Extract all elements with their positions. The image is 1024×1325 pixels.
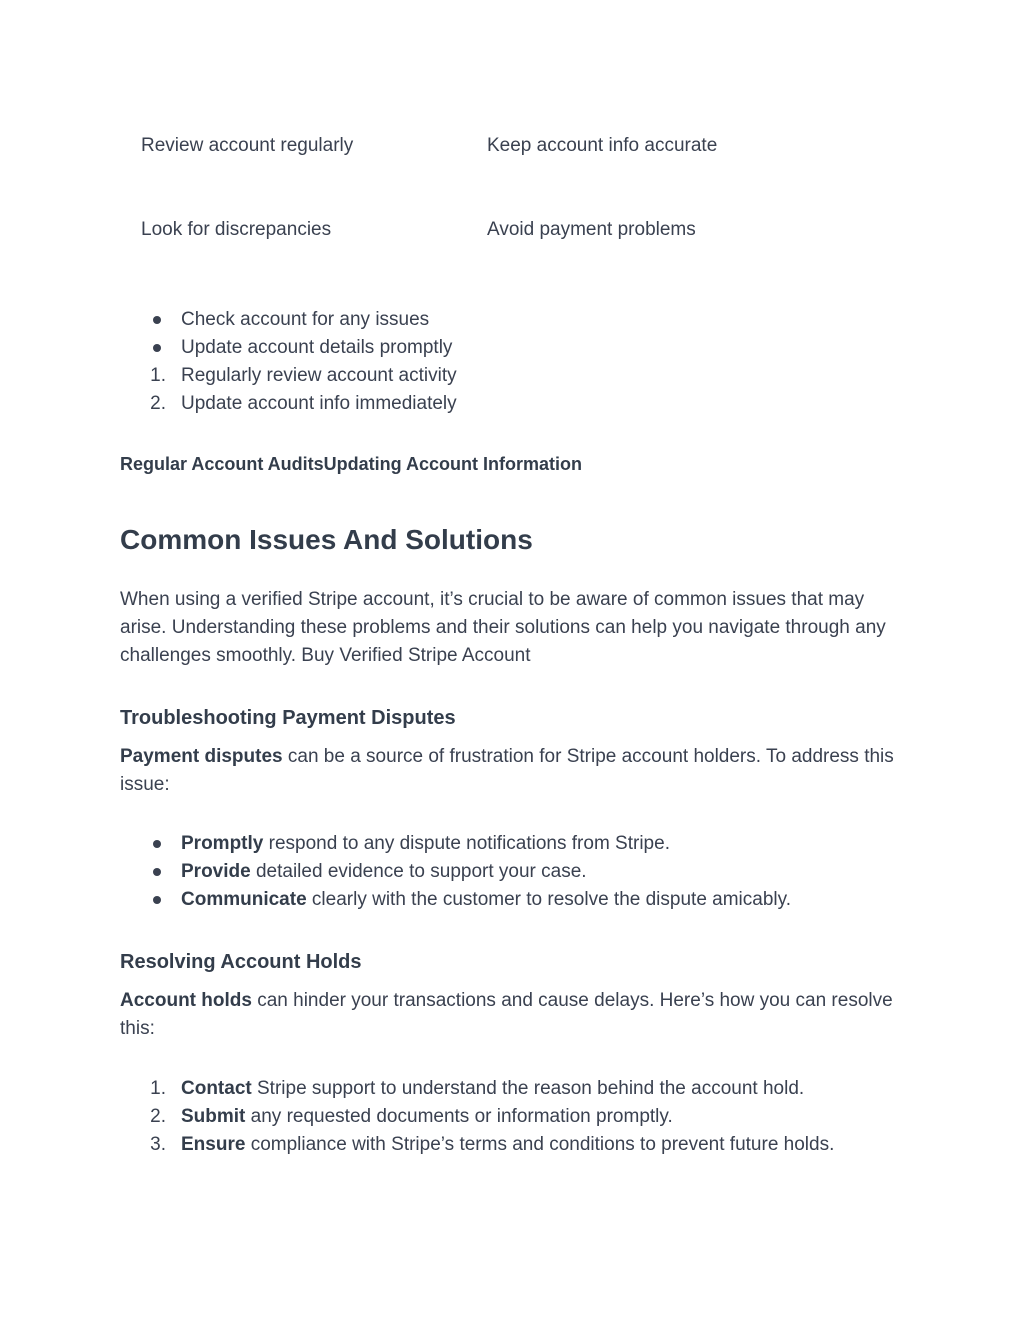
list-item [181,1103,673,1131]
item-text: any requested documents or information promptly. [245,1106,673,1127]
grid-cell-discrepancies: Look for discrepancies [141,219,332,240]
list-number: 2. [150,393,166,414]
list-item [181,830,670,858]
list-item: Update account details promptly [181,337,453,358]
item-bold: Contact [181,1078,252,1099]
item-text: clearly with the customer to resolve the dispute amicably. [306,889,792,910]
holds-heading: Resolving Account Holds [120,951,362,973]
bullet-icon [153,316,161,324]
list-number: 1. [150,365,166,386]
item-bold: Ensure [181,1134,246,1155]
list-number: 3. [150,1134,166,1155]
intro-paragraph: When using a verified Stripe account, it’s crucial to be aware of common issues that may arise. Understanding these problems and their solutions can help you navigate through any challenges smoothly. Buy Verified Stripe Account [120,589,886,666]
holds-lead-bold: Account holds [120,990,252,1011]
disputes-heading: Troubleshooting Payment Disputes [120,707,456,729]
list-item: Regularly review account activity [181,365,457,386]
grid-cell-keep-accurate: Keep account info accurate [487,135,718,156]
item-text: compliance with Stripe’s terms and conditions to prevent future holds. [245,1134,835,1155]
bullet-icon [153,868,161,876]
item-bold: Promptly [181,833,264,854]
item-text: detailed evidence to support your case. [250,861,587,882]
item-text: respond to any dispute notifications from Stripe. [263,833,670,854]
grid-cell-review: Review account regularly [141,135,354,156]
list-item: Check account for any issues [181,309,430,330]
list-item [181,1131,834,1159]
item-bold: Submit [181,1106,246,1127]
item-bold: Provide [181,861,251,882]
list-item [181,1075,804,1103]
list-item [181,886,791,914]
bullet-icon [153,896,161,904]
disputes-lead-text: can be a source of frustration for Stripe account holders. To address this issue: [120,746,894,795]
list-number: 1. [150,1078,166,1099]
bullet-icon [153,840,161,848]
disputes-lead-paragraph [120,743,910,799]
item-bold: Communicate [181,889,307,910]
disputes-lead-bold: Payment disputes [120,746,283,767]
item-text: Stripe support to understand the reason behind the account hold. [251,1078,805,1099]
section-title: Common Issues And Solutions [120,524,533,555]
list-item [181,858,587,886]
bullet-icon [153,344,161,352]
grid-cell-avoid-problems: Avoid payment problems [487,219,696,240]
list-number: 2. [150,1106,166,1127]
merged-subheading: Regular Account AuditsUpdating Account Information [120,454,582,474]
holds-lead-text: can hinder your transactions and cause delays. Here’s how you can resolve this: [120,990,893,1039]
holds-lead-paragraph [120,987,910,1043]
list-item: Update account info immediately [181,393,457,414]
